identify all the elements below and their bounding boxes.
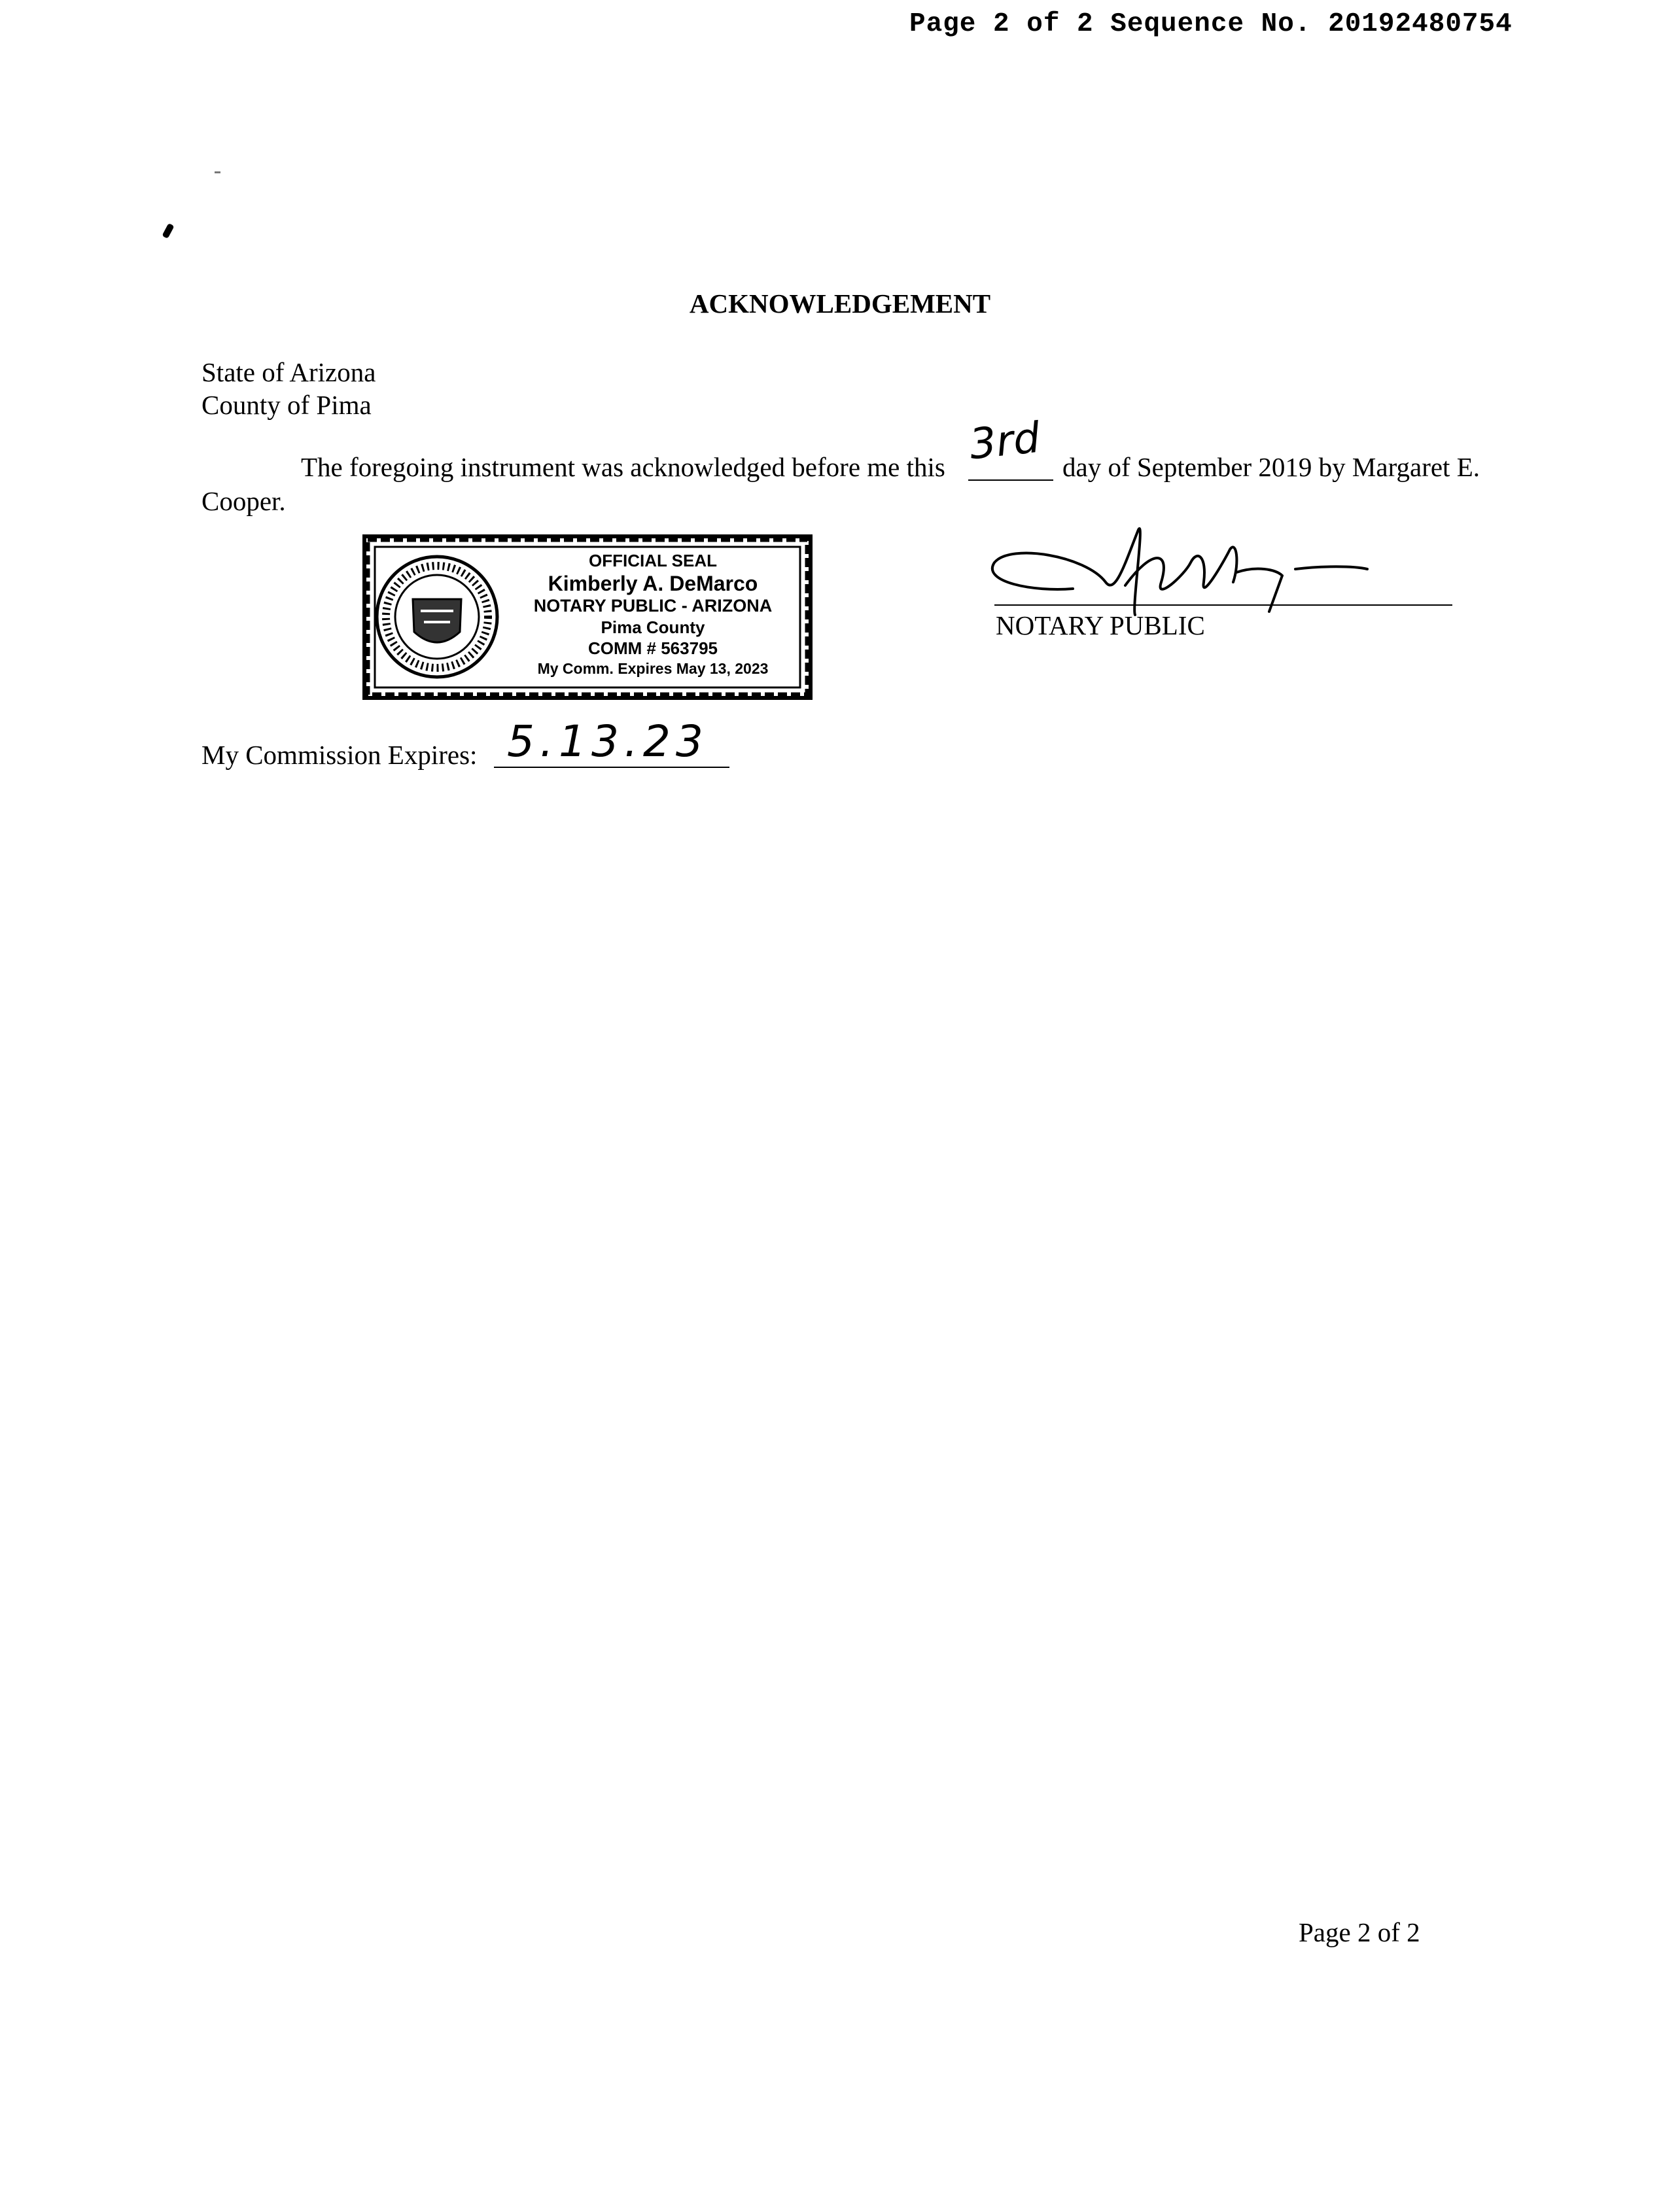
- scan-speck: [215, 171, 220, 173]
- handwritten-commission-date: 5.13.23: [507, 716, 709, 767]
- statement-text-end: day of September 2019 by Margaret E.: [1062, 452, 1480, 482]
- county-line: County of Pima: [201, 390, 372, 420]
- seal-line-official: OFFICIAL SEAL: [589, 551, 717, 570]
- page-sequence-header: Page 2 of 2 Sequence No. 20192480754: [909, 9, 1513, 39]
- statement-continuation: Cooper.: [201, 486, 286, 516]
- page-footer: Page 2 of 2: [1299, 1917, 1420, 1947]
- seal-line-county: Pima County: [601, 617, 705, 637]
- commission-date-line: [494, 767, 729, 768]
- notary-seal-stamp: [362, 534, 813, 701]
- state-line: State of Arizona: [201, 357, 376, 387]
- seal-line-expires: My Comm. Expires May 13, 2023: [537, 660, 769, 677]
- seal-line-commission: COMM # 563795: [588, 638, 718, 658]
- commission-expires-label: My Commission Expires:: [201, 740, 478, 770]
- signature-line: [994, 604, 1452, 606]
- scan-mark: [162, 223, 174, 239]
- seal-line-name: Kimberly A. DeMarco: [548, 572, 758, 595]
- document-title: ACKNOWLEDGEMENT: [689, 288, 991, 319]
- day-blank-line: [968, 479, 1053, 481]
- notary-public-label: NOTARY PUBLIC: [996, 610, 1205, 640]
- handwritten-day: 3rd: [967, 413, 1043, 470]
- statement-text-start: The foregoing instrument was acknowledged before me this: [301, 452, 945, 482]
- seal-line-notary: NOTARY PUBLIC - ARIZONA: [533, 596, 773, 616]
